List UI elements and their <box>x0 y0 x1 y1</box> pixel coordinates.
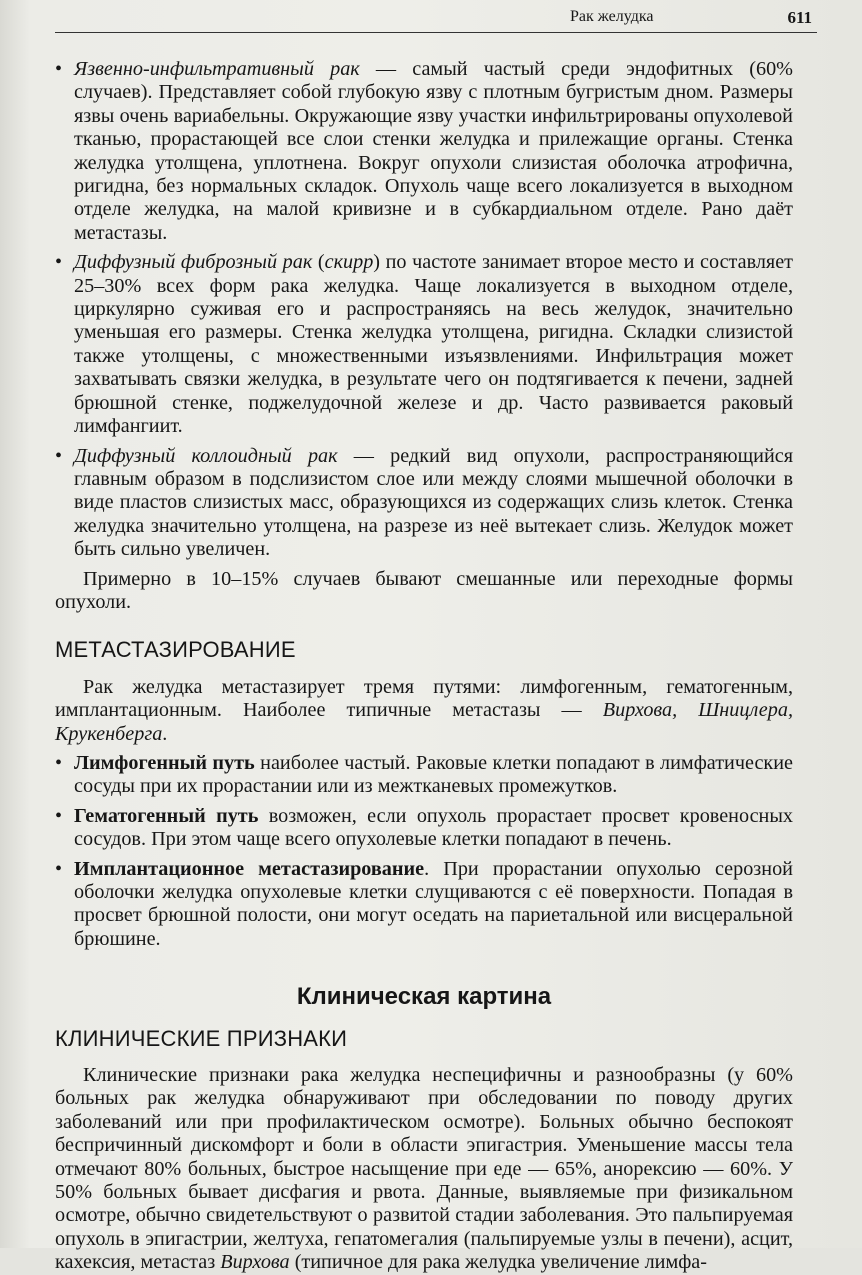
list-item-colloid: • Диффузный коллоидный рак — редкий вид опухоли, распространяющийся главным образом в подслизистом слое или между слоями мышечной оболочки в виде пластов слизистых масс, образующихся из содержащих слизь клеток. Стенка желудка значительно утолщена, на разрезе из неё вытекает слизь. Желудок может быть сильно увеличен. <box>55 445 793 562</box>
running-head <box>420 8 812 30</box>
list-item-scirrhus: • Диффузный фиброзный рак (скирр) по частоте занимает второе место и составляет 25–30% всех форм рака желудка. Чаще локализуется в выходном отделе, циркулярно суживая его и распространяясь на весь желудок, значительно уменьшая его размеры. Стенка желудка утолщена, ригидна. Складки слизистой также утолщены, с множественными изъязвлениями. Инфильтрация может захватывать связки желудка, в результате чего он подтягивается к печени, задней брюшной стенке, поджелудочной железе и др. Часто развивается раковый лимфангиит. <box>55 251 793 438</box>
page-content <box>55 58 793 1275</box>
running-head-title: Рак желудка <box>570 8 654 25</box>
mixed-forms-paragraph: Примерно в 10–15% случаев бывают смешанные или переходные формы опухоли. <box>55 567 793 613</box>
list-item-hematogenic: • Гематогенный путь возможен, если опухоль прорастает просвет кровеносных сосудов. При этом чаще всего опухолевые клетки попадают в печень. <box>55 805 793 852</box>
section-title: Клиническая картина <box>296 983 552 1011</box>
term: Язвенно-инфильтративный рак <box>74 58 360 80</box>
list-item-implantation: • Имплантационное метастазирование. При прорастании опухолью серозной оболочки желудка опухолевые клетки слущиваются с её поверхности. Попадая в просвет брюшной полости, они могут оседать на париетальной или висцеральной брюшине. <box>55 858 793 952</box>
metastasis-intro: Рак желудка метастазирует тремя путями: лимфогенным, гематогенным, имплантационным. Наиболее типичные метастазы — Вирхова, Шницлера, Крукенберга. <box>55 675 793 745</box>
list-item-ulcer-infiltrative: • Язвенно-инфильтративный рак — самый частый среди эндофитных (60% случаев). Представляет собой глубокую язву с плотным бугристым дном. Размеры язвы очень вариабельны. Окружающие язву участки инфильтрированы опухолевой тканью, прорастающей все слои стенки желудка и прилежащие органы. Стенка желудка утолщена, уплотнена. Вокруг опухоли слизистая оболочка атрофична, ригидна, без нормальных складок. Опухоль чаще всего локализуется в выходном отделе желудка, на малой кривизне и в субкардиальном отделе. Рано даёт метастазы. <box>55 58 793 245</box>
term: Диффузный коллоидный рак <box>74 444 338 467</box>
page-number: 611 <box>787 8 812 27</box>
header-rule <box>55 32 817 33</box>
clinical-heading: КЛИНИЧЕСКИЕ ПРИЗНАКИ <box>55 1025 348 1051</box>
list-item-lymphogenic: • Лимфогенный путь наиболее частый. Раковые клетки попадают в лимфатические сосуды при их прорастании или из межтканевых промежутков. <box>55 752 793 799</box>
term: Диффузный фиброзный рак <box>74 251 313 274</box>
metastasis-heading: МЕТАСТАЗИРОВАНИЕ <box>55 637 296 663</box>
clinical-paragraph: Клинические признаки рака желудка неспецифичны и разнообразны (у 60% больных рак желудка обнаруживают при обследовании по поводу других заболеваний или при профилактическом осмотре). Больных обычно беспокоят беспричинный дискомфорт и боли в области эпигастрия. Уменьшение массы тела отмечают 80% больных, быстрое насыщение при еде — 65%, анорексию — 60%. У 50% больных бывает дисфагия и рвота. Данные, выявляемые при физикальном осмотре, обычно свидетельствуют о развитой стадии заболевания. Это пальпируемая опухоль в эпигастрии, желтуха, гепатомегалия (пальпируемые узлы в печени), асцит, кахексия, метастаз Вирхова (типичное для рака желудка увеличение лимфа- <box>55 1064 793 1274</box>
